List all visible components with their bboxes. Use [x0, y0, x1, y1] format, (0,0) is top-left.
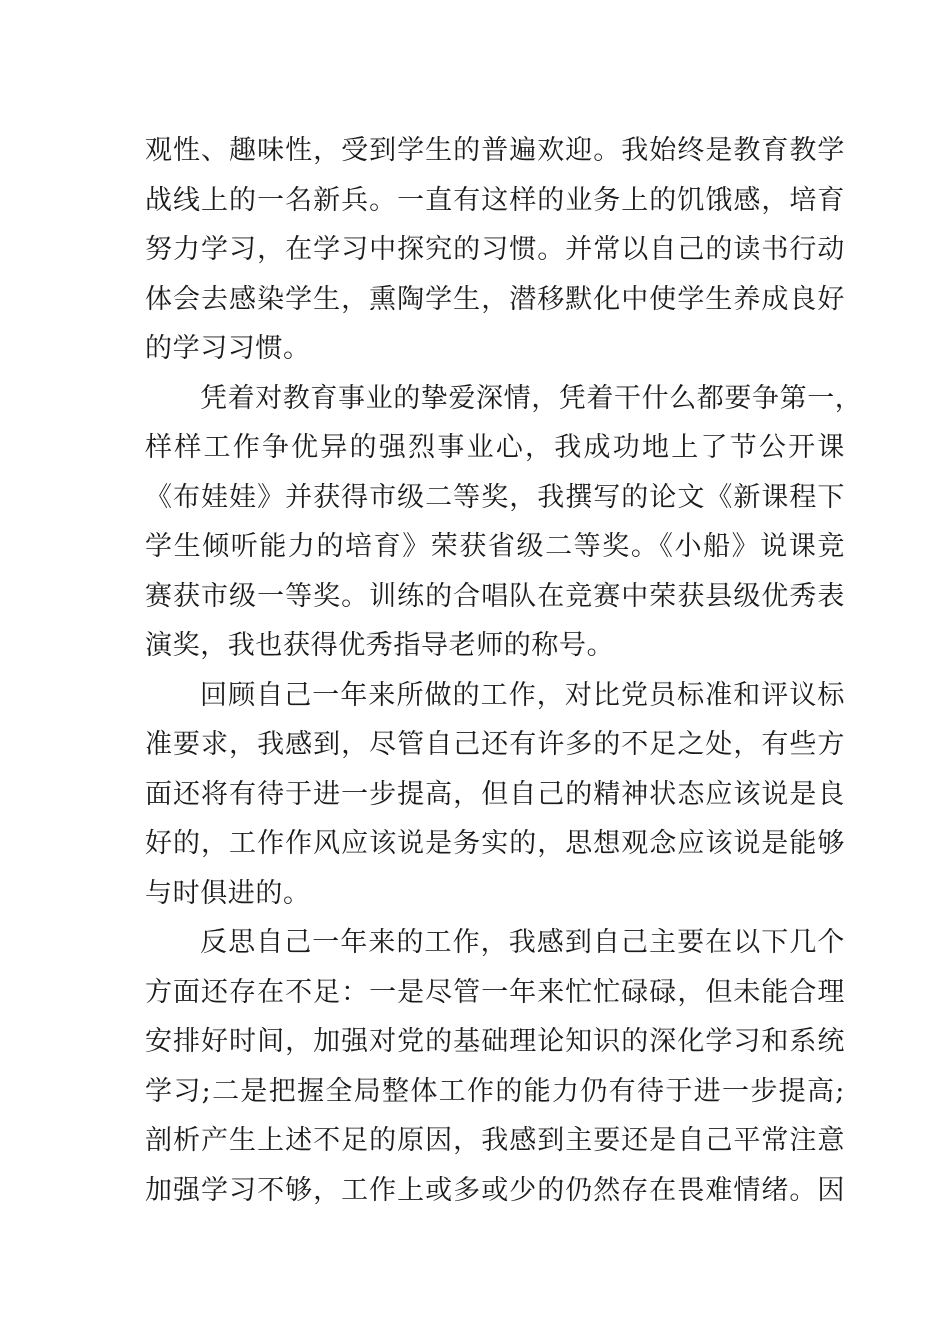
- text-line: 体会去感染学生，熏陶学生，潜移默化中使学生养成良好: [145, 283, 845, 315]
- document-body: [145, 126, 863, 1215]
- text-line: 赛获市级一等奖。训练的合唱队在竞赛中荣获县级优秀表: [145, 580, 845, 612]
- text-line: 学生倾听能力的培育》荣获省级二等奖。《小船》说课竞: [145, 531, 845, 562]
- text-line: 反思自己一年来的工作，我感到自己主要在以下几个: [200, 927, 845, 958]
- text-line: 观性、趣味性，受到学生的普遍欢迎。我始终是教育教学: [145, 135, 845, 166]
- text-line: 演奖，我也获得优秀指导老师的称号。: [145, 630, 615, 661]
- text-line: 回顾自己一年来所做的工作，对比党员标准和评议标: [200, 679, 845, 711]
- text-line: 方面还存在不足：一是尽管一年来忙忙碌碌，但未能合理: [145, 976, 845, 1008]
- text-line: 好的，工作作风应该说是务实的，思想观念应该说是能够: [145, 828, 845, 859]
- text-line: 剖析产生上述不足的原因，我感到主要还是自己平常注意: [145, 1125, 845, 1156]
- text-line: 加强学习不够，工作上或多或少的仍然存在畏难情绪。因: [145, 1174, 845, 1206]
- text-line: 凭着对教育事业的挚爱深情，凭着干什么都要争第一，: [200, 382, 863, 414]
- paragraph-3: [145, 671, 845, 919]
- text-line: 努力学习，在学习中探究的习惯。并常以自己的读书行动: [145, 234, 845, 265]
- text-line: 面还将有待于进一步提高，但自己的精神状态应该说是良: [145, 778, 845, 810]
- paragraph-4: [145, 918, 845, 1215]
- text-line: 与时俱进的。: [145, 877, 311, 909]
- text-line: 学习;二是把握全局整体工作的能力仍有待于进一步提高;: [145, 1075, 845, 1107]
- text-line: 战线上的一名新兵。一直有这样的业务上的饥饿感，培育: [145, 184, 845, 216]
- text-line: 的学习习惯。: [145, 333, 311, 364]
- text-line: 样样工作争优异的强烈事业心，我成功地上了节公开课: [145, 432, 845, 463]
- paragraph-1: [145, 126, 845, 374]
- text-line: 准要求，我感到，尽管自己还有许多的不足之处，有些方: [145, 729, 845, 760]
- paragraph-2: [145, 374, 863, 671]
- text-line: 《布娃娃》并获得市级二等奖，我撰写的论文《新课程下: [145, 481, 845, 513]
- text-line: 安排好时间，加强对党的基础理论知识的深化学习和系统: [145, 1026, 845, 1057]
